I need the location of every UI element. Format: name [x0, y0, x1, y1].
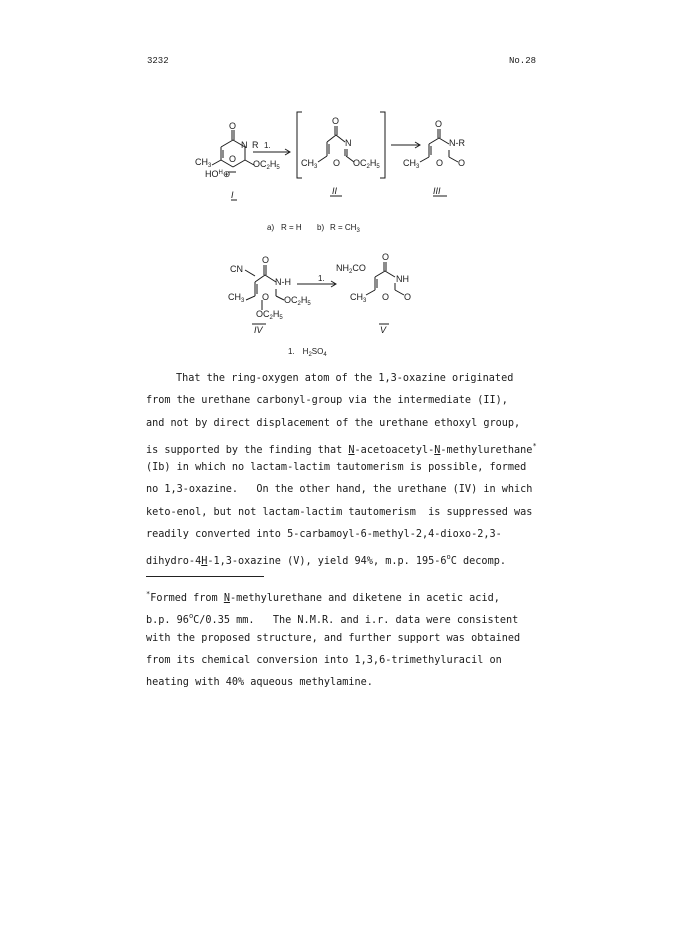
footnote [146, 583, 546, 694]
compound-V-nh: NH [396, 274, 409, 284]
compound-II-ethoxy: $OC_2H_5$ [353, 158, 380, 170]
compound-V-oxo: O [382, 252, 390, 262]
footnote-line-1: *Formed from N-methylurethane and diketene in acetic acid, [146, 590, 500, 604]
compound-II-methyl: $CH_3$ [301, 158, 318, 170]
compound-I-ring-oxygen: O [229, 154, 237, 164]
body-line-4: is supported by the finding that N-acetoacetyl-N-methylurethane* [146, 441, 537, 456]
compound-IV-methyl: $CH_3$ [228, 292, 245, 304]
body-line-7: keto-enol, but not lactam-lactim tautomerism is suppressed was [146, 506, 533, 518]
body-line-6: no 1,3-oxazine. On the other hand, the urethane (IV) in which [146, 484, 533, 496]
compound-III [403, 119, 465, 196]
compound-I-methyl: $CH_3$ [195, 157, 212, 169]
body-line-8: readily converted into 5-carbamoyl-6-methyl-2,4-dioxo-2,3- [146, 529, 502, 541]
compound-I-ethoxy: $OC_2H_5$ [253, 159, 280, 171]
compound-II-oxo: O [332, 116, 340, 126]
footnote-marker[interactable]: * [532, 441, 537, 450]
compound-II-nitrogen: N [345, 138, 352, 148]
compound-I-r-group: R [252, 140, 259, 150]
compound-V-ring-oxygen: O [382, 292, 390, 302]
compound-I-nitrogen: N [241, 140, 248, 150]
body-line-1: That the ring-oxygen atom of the 1,3-oxazine originated [176, 373, 514, 384]
body-line-9: dihydro-4H-1,3-oxazine (V), yield 94%, m.p. 195-6$^o$C decomp. [146, 553, 506, 568]
compound-III-nitrogen-r: N-R [449, 138, 465, 148]
compound-V-methyl: $CH_3$ [350, 292, 367, 304]
compound-I-hydroxyl: $HO^H\oplus$ [205, 169, 231, 179]
compound-IV [228, 255, 311, 335]
compound-II [301, 116, 380, 196]
reagent-2-label: 1. [318, 274, 325, 283]
compound-II-label: II [332, 186, 338, 196]
compound-II-ring-oxygen: O [333, 158, 341, 168]
footnote-divider [146, 576, 264, 577]
compound-I [195, 121, 280, 200]
compound-IV-nitrile: CN [230, 264, 243, 274]
compound-IV-nh: N-H [275, 277, 291, 287]
compound-V [336, 252, 411, 335]
compound-IV-ring-oxygen: O [262, 292, 270, 302]
r-def-a-label: a) [267, 223, 275, 232]
compound-V-label: V [380, 325, 387, 335]
r-def-a-value: R = H [281, 223, 302, 232]
r-def-b-value: $R = CH_3$ [330, 223, 360, 234]
compound-I-label: I [231, 190, 234, 200]
compound-III-oxo-2: O [458, 158, 466, 168]
body-line-3: and not by direct displacement of the urethane ethoxyl group, [146, 417, 521, 429]
footnote-line-5: heating with 40% aqueous methylamine. [146, 677, 373, 689]
footnote-line-4: from its chemical conversion into 1,3,6-trimethyluracil on [146, 654, 502, 666]
r-group-definitions [267, 223, 360, 234]
compound-V-carbamoyl: $NH_2CO$ [336, 263, 366, 275]
reagent-1-label: 1. [264, 141, 271, 150]
body-line-2: from the urethane carbonyl-group via the intermediate (II), [146, 395, 508, 407]
compound-III-methyl: $CH_3$ [403, 158, 420, 170]
footnote-line-2: b.p. 96$^o$C/0.35 mm. The N.M.R. and i.r. data were consistent [146, 612, 519, 627]
compound-I-oxo: O [229, 121, 237, 131]
compound-III-oxo: O [435, 119, 443, 129]
body-line-5: (Ib) in which no lactam-lactim tautomerism is possible, formed [146, 462, 527, 474]
compound-IV-ethoxy: $OC_2H_5$ [284, 295, 311, 307]
compound-IV-label: IV [254, 325, 263, 335]
compound-III-label: III [433, 186, 441, 196]
compound-IV-oxo: O [262, 255, 270, 265]
journal-issue: No.28 [509, 56, 537, 66]
page-number: 3232 [147, 56, 169, 66]
compound-V-oxo-2: O [404, 292, 412, 302]
reagent-acid-footnote: 1. $H_2SO_4$ [288, 347, 327, 358]
body-paragraph [146, 368, 546, 569]
footnote-line-3: with the proposed structure, and further support was obtained [146, 632, 521, 644]
reaction-scheme [0, 0, 680, 380]
compound-IV-enol-ether: $OC_2H_5$ [256, 309, 283, 321]
r-def-b-label: b) [317, 223, 325, 232]
compound-III-ring-oxygen: O [436, 158, 444, 168]
